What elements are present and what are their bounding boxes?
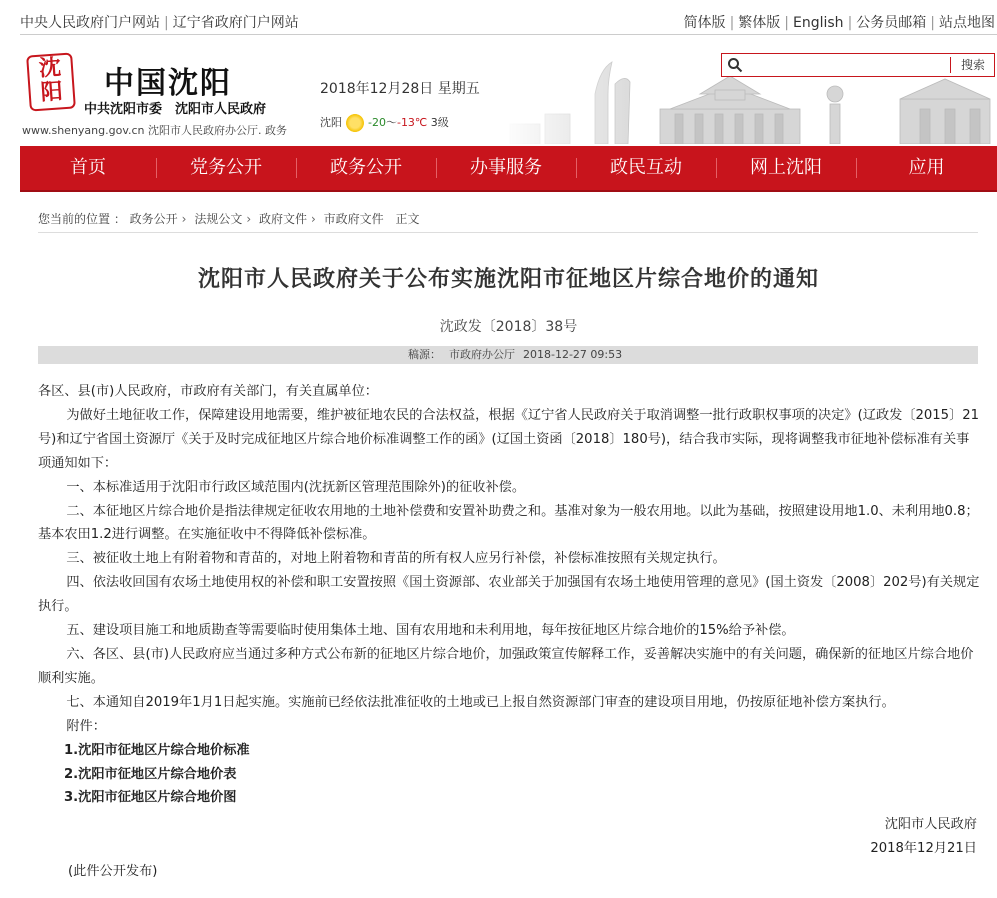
- paragraph: 五、建设项目施工和地质勘查等需要临时使用集体土地、国有农用地和未利用地，每年按征地区片综合地价的15%给予补偿。: [66, 623, 795, 639]
- attachment-link[interactable]: 3.沈阳市征地区片综合地价图: [64, 790, 237, 806]
- link-civil-mail[interactable]: 公务员邮箱: [856, 15, 927, 31]
- salutation: 各区、县(市)人民政府，市政府有关部门，有关直属单位：: [38, 384, 378, 399]
- search-button[interactable]: 搜索: [960, 58, 985, 72]
- link-central-gov[interactable]: 中央人民政府门户网站: [20, 15, 160, 31]
- paragraph: 为做好土地征收工作，保障建设用地需要，维护被征地农民的合法权益，根据《辽宁省人民政府关于取消调整一批行政职权事项的决定》(辽政发〔2015〕21号)和辽宁省国土资源厅《关于及时完成征地区片综合地价标准调整工作的函》(辽国土资函〔2018〕180号)，结合我市实际，现将调整我市征地补偿标准有关事项通知如下：: [38, 407, 980, 471]
- site-logo[interactable]: 沈阳: [26, 52, 76, 111]
- weather-wind: 3级: [430, 116, 449, 129]
- attachments-label: 附件：: [66, 718, 106, 734]
- source-label: 稿源：: [408, 348, 441, 361]
- link-traditional[interactable]: 繁体版: [738, 15, 781, 31]
- site-subtitle: 中共沈阳市委 沈阳市人民政府: [84, 102, 267, 117]
- main-nav: [20, 146, 997, 192]
- weather-city: 沈阳: [320, 116, 342, 129]
- link-sitemap[interactable]: 站点地图: [939, 15, 995, 31]
- attachment-link[interactable]: 2.沈阳市征地区片综合地价表: [64, 766, 237, 782]
- page-title: 沈阳市人民政府关于公布实施沈阳市征地区片综合地价的通知: [197, 267, 819, 292]
- sun-icon: [346, 114, 364, 132]
- paragraph: 三、被征收土地上有附着物和青苗的，对地上附着物和青苗的所有权人应另行补偿，补偿标准按照有关规定执行。: [66, 551, 726, 567]
- breadcrumb-current: 正文: [395, 212, 420, 226]
- weather-temp-high: -13℃: [396, 116, 428, 129]
- link-english[interactable]: English: [793, 15, 844, 31]
- source-bar: [38, 346, 978, 364]
- divider: [38, 232, 978, 233]
- nav-item-party-affairs[interactable]: 党务公开: [190, 157, 262, 178]
- document-body: [38, 380, 980, 810]
- search-input[interactable]: [746, 56, 950, 76]
- search-icon[interactable]: [727, 57, 743, 73]
- breadcrumb-prefix: 您当前的位置 ：: [38, 212, 126, 226]
- publish-date: 2018-12-27 09:53: [523, 348, 623, 361]
- top-links-right: 简体版 | 繁体版 | English | 公务员邮箱 | 站点地图: [683, 15, 995, 31]
- source-name: 市政府办公厅: [449, 348, 515, 361]
- site-url: www.shenyang.gov.cn 沈阳市人民政府办公厅. 政务: [22, 124, 287, 137]
- site-name: 中国沈阳: [104, 66, 232, 101]
- top-links-left: [20, 12, 299, 32]
- breadcrumb-item[interactable]: 政务公开: [129, 212, 178, 226]
- weather-temp-low: -20: [368, 116, 386, 129]
- top-links-bar: [0, 0, 997, 40]
- breadcrumb-item[interactable]: 法规公文: [194, 212, 243, 226]
- nav-item-online-shenyang[interactable]: 网上沈阳: [750, 157, 822, 178]
- signer: 沈阳市人民政府: [884, 817, 977, 832]
- nav-item-interaction[interactable]: 政民互动: [610, 157, 682, 178]
- site-header: [0, 42, 997, 144]
- nav-item-government-affairs[interactable]: 政务公开: [330, 157, 402, 178]
- separator: |: [164, 15, 169, 31]
- paragraph: 六、各区、县(市)人民政府应当通过多种方式公布新的征地区片综合地价，加强政策宣传解释工作，妥善解决实施中的有关问题，确保新的征地区片综合地价顺利实施。: [38, 646, 974, 686]
- current-date: 2018年12月28日 星期五: [320, 81, 480, 97]
- link-simplified[interactable]: 简体版: [683, 15, 726, 31]
- nav-item-apps[interactable]: 应用: [908, 157, 945, 178]
- link-liaoning-gov[interactable]: 辽宁省政府门户网站: [172, 15, 299, 31]
- paragraph: 一、本标准适用于沈阳市行政区域范围内(沈抚新区管理范围除外)的征收补偿。: [66, 479, 526, 495]
- breadcrumb: 您当前的位置 ： 政务公开 › 法规公文 › 政府文件 › 市政府文件 正文: [38, 212, 420, 226]
- breadcrumb-item[interactable]: 政府文件: [258, 212, 307, 226]
- search-box: [721, 53, 995, 77]
- document-number: 沈政发〔2018〕38号: [439, 319, 578, 335]
- publish-note: (此件公开发布): [68, 864, 158, 879]
- sign-date: 2018年12月21日: [870, 841, 977, 856]
- weather-temp-sep: ～: [385, 116, 397, 129]
- paragraph: 七、本通知自2019年1月1日起实施。实施前已经依法批准征收的土地或已上报自然资源部门审查的建设项目用地，仍按原征地补偿方案执行。: [66, 694, 895, 710]
- weather-widget: [320, 114, 449, 132]
- breadcrumb-item[interactable]: 市政府文件: [323, 212, 384, 226]
- nav-item-services[interactable]: 办事服务: [470, 157, 542, 178]
- paragraph: 四、依法收回国有农场土地使用权的补偿和职工安置按照《国土资源部、农业部关于加强国有农场土地使用管理的意见》(国土资发〔2008〕202号)有关规定执行。: [38, 575, 980, 615]
- nav-item-home[interactable]: 首页: [70, 157, 106, 178]
- attachment-link[interactable]: 1.沈阳市征地区片综合地价标准: [64, 742, 250, 758]
- paragraph: 二、本征地区片综合地价是指法律规定征收农用地的土地补偿费和安置补助费之和。基准对象为一般农用地。以此为基础，按照建设用地1.0、未利用地0.8；基本农田1.2进行调整。在实施征收中不得降低补偿标准。: [38, 503, 979, 543]
- divider: [20, 34, 997, 35]
- search-divider: [950, 57, 951, 73]
